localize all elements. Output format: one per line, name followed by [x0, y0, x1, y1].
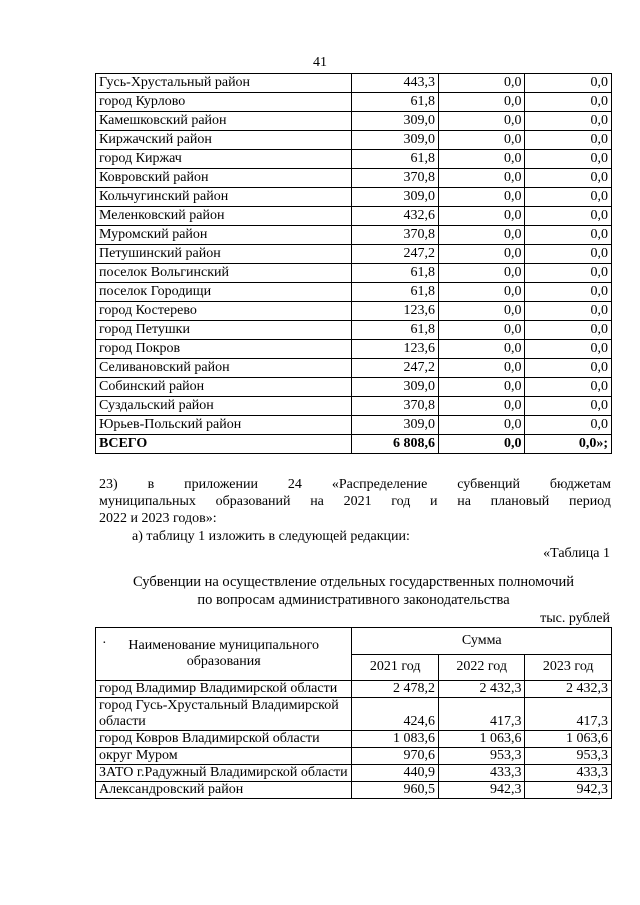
value-2023-cell: 0,0: [525, 150, 612, 169]
value-2023-cell: 0,0: [525, 416, 612, 435]
municipality-cell: город Костерево: [96, 302, 352, 321]
word: и: [430, 494, 438, 509]
value-2023-cell: 0,0: [525, 264, 612, 283]
value-2022-cell: 0,0: [438, 245, 525, 264]
value-2021-cell: 443,3: [352, 74, 439, 93]
municipality-cell: город Владимир Владимирской области: [96, 681, 352, 698]
value-2023-cell: 0,0: [525, 245, 612, 264]
table-row: [96, 359, 612, 378]
header-sum: Сумма: [352, 628, 612, 655]
value-2022-cell: 0,0: [438, 435, 525, 454]
value-2022-cell: 0,0: [438, 207, 525, 226]
municipality-cell: Камешковский район: [96, 112, 352, 131]
municipality-cell: ЗАТО г.Радужный Владимирской области: [96, 765, 352, 782]
value-2021-cell: 960,5: [352, 782, 439, 799]
value-2021-cell: 309,0: [352, 188, 439, 207]
value-2023-cell: 0,0: [525, 397, 612, 416]
value-2022-cell: 2 432,3: [438, 681, 525, 698]
value-2022-cell: 942,3: [438, 782, 525, 799]
value-2021-cell: 123,6: [352, 302, 439, 321]
municipality-cell: Юрьев-Польский район: [96, 416, 352, 435]
value-2022-cell: 0,0: [438, 416, 525, 435]
table-row: [96, 188, 612, 207]
table-row: [96, 283, 612, 302]
table-row: [96, 302, 612, 321]
value-2021-cell: 61,8: [352, 93, 439, 112]
value-2022-cell: 0,0: [438, 397, 525, 416]
value-2021-cell: 61,8: [352, 321, 439, 340]
word: субвенций: [457, 477, 520, 492]
value-2021-cell: 247,2: [352, 245, 439, 264]
header-year-2022: 2022 год: [438, 654, 525, 681]
word: «Распределение: [331, 477, 428, 492]
header-year-2023: 2023 год: [525, 654, 612, 681]
value-2021-cell: 309,0: [352, 131, 439, 150]
municipality-cell: ВСЕГО: [96, 435, 352, 454]
word: 2021: [343, 494, 372, 509]
value-2022-cell: 953,3: [438, 748, 525, 765]
municipality-cell: город Гусь-Хрустальный Владимирской области: [96, 698, 352, 731]
value-2023-cell: 0,0: [525, 226, 612, 245]
value-2023-cell: 0,0: [525, 283, 612, 302]
table-row: [96, 112, 612, 131]
value-2021-cell: 123,6: [352, 340, 439, 359]
value-2021-cell: 970,6: [352, 748, 439, 765]
value-2021-cell: 6 808,6: [352, 435, 439, 454]
municipality-cell: Собинский район: [96, 378, 352, 397]
table-row: [96, 150, 612, 169]
word: бюджетам: [549, 477, 611, 492]
word: плановый: [490, 494, 550, 509]
value-2023-cell: 0,0»;: [525, 435, 612, 454]
value-2021-cell: 2 478,2: [352, 681, 439, 698]
table-row: [96, 131, 612, 150]
value-2022-cell: 0,0: [438, 340, 525, 359]
value-2022-cell: 417,3: [438, 698, 525, 731]
table-row: [96, 698, 612, 731]
paragraph-23-line-2: [99, 493, 611, 510]
value-2022-cell: 0,0: [438, 93, 525, 112]
header-year-2021: 2021 год: [352, 654, 439, 681]
value-2021-cell: 370,8: [352, 226, 439, 245]
word: 24: [287, 477, 302, 492]
value-2023-cell: 0,0: [525, 169, 612, 188]
table-row: [96, 245, 612, 264]
value-2021-cell: 424,6: [352, 698, 439, 731]
municipality-cell: Кольчугинский район: [96, 188, 352, 207]
table-label: «Таблица 1: [543, 546, 610, 561]
value-2023-cell: 0,0: [525, 74, 612, 93]
municipality-cell: поселок Вольгинский: [96, 264, 352, 283]
paragraph-a: а) таблицу 1 изложить в следующей редакции:: [132, 529, 410, 544]
table-row: [96, 340, 612, 359]
municipality-cell: Суздальский район: [96, 397, 352, 416]
table-row: [96, 416, 612, 435]
value-2022-cell: 0,0: [438, 131, 525, 150]
table-row: [96, 782, 612, 799]
value-2023-cell: 417,3: [525, 698, 612, 731]
municipality-cell: Меленковский район: [96, 207, 352, 226]
value-2023-cell: 942,3: [525, 782, 612, 799]
table-row: [96, 169, 612, 188]
value-2022-cell: 0,0: [438, 112, 525, 131]
value-2021-cell: 370,8: [352, 169, 439, 188]
value-2023-cell: 1 063,6: [525, 731, 612, 748]
value-2022-cell: 0,0: [438, 321, 525, 340]
value-2022-cell: 0,0: [438, 188, 525, 207]
word: 23): [99, 477, 118, 492]
table-row: [96, 226, 612, 245]
value-2023-cell: 0,0: [525, 378, 612, 397]
value-2022-cell: 0,0: [438, 74, 525, 93]
paragraph-23-line-3: 2022 и 2023 годов»:: [99, 511, 217, 526]
table-row: [96, 681, 612, 698]
value-2023-cell: 2 432,3: [525, 681, 612, 698]
units-label: тыс. рублей: [540, 611, 610, 626]
word: на: [310, 494, 324, 509]
municipality-cell: город Ковров Владимирской области: [96, 731, 352, 748]
value-2021-cell: 1 083,6: [352, 731, 439, 748]
value-2023-cell: 0,0: [525, 359, 612, 378]
word: на: [457, 494, 471, 509]
municipality-cell: Гусь-Хрустальный район: [96, 74, 352, 93]
value-2021-cell: 309,0: [352, 416, 439, 435]
value-2023-cell: 0,0: [525, 93, 612, 112]
value-2022-cell: 0,0: [438, 264, 525, 283]
value-2021-cell: 440,9: [352, 765, 439, 782]
value-2022-cell: 0,0: [438, 226, 525, 245]
table-title-line-1: Субвенции на осуществление отдельных государственных полномочий: [132, 574, 575, 590]
value-2023-cell: 0,0: [525, 131, 612, 150]
table-row: [96, 748, 612, 765]
value-2022-cell: 0,0: [438, 169, 525, 188]
municipality-cell: город Покров: [96, 340, 352, 359]
word: год: [391, 494, 411, 509]
value-2023-cell: 0,0: [525, 112, 612, 131]
municipality-cell: Александровский район: [96, 782, 352, 799]
municipality-cell: Муромский район: [96, 226, 352, 245]
value-2022-cell: 0,0: [438, 283, 525, 302]
word: муниципальных: [99, 494, 196, 509]
value-2023-cell: 0,0: [525, 340, 612, 359]
value-2021-cell: 247,2: [352, 359, 439, 378]
word: в: [147, 477, 155, 492]
total-row: [96, 435, 612, 454]
value-2023-cell: 0,0: [525, 188, 612, 207]
header-municipality: [96, 628, 352, 681]
header-municipality-label: Наименование муниципального образования: [128, 638, 320, 669]
table-title-line-2: по вопросам административного законодательства: [197, 592, 510, 608]
value-2021-cell: 61,8: [352, 264, 439, 283]
value-2021-cell: 370,8: [352, 397, 439, 416]
table-row: [96, 397, 612, 416]
value-2022-cell: 0,0: [438, 359, 525, 378]
municipality-cell: Ковровский район: [96, 169, 352, 188]
paragraph-23-line-1: [99, 476, 611, 493]
value-2021-cell: 309,0: [352, 112, 439, 131]
municipality-cell: поселок Городищи: [96, 283, 352, 302]
municipality-cell: город Петушки: [96, 321, 352, 340]
header-dot-mark: ·: [102, 636, 107, 651]
table-row: [96, 93, 612, 112]
value-2021-cell: 309,0: [352, 378, 439, 397]
table-row: [96, 765, 612, 782]
value-2021-cell: 61,8: [352, 283, 439, 302]
subvention-table: [95, 627, 612, 799]
municipality-cell: Петушинский район: [96, 245, 352, 264]
table-row: [96, 731, 612, 748]
value-2021-cell: 61,8: [352, 150, 439, 169]
paragraph-23: [99, 476, 611, 527]
municipality-cell: город Курлово: [96, 93, 352, 112]
value-2022-cell: 433,3: [438, 765, 525, 782]
value-2022-cell: 1 063,6: [438, 731, 525, 748]
value-2022-cell: 0,0: [438, 378, 525, 397]
municipality-cell: город Киржач: [96, 150, 352, 169]
municipality-cell: Селивановский район: [96, 359, 352, 378]
value-2023-cell: 953,3: [525, 748, 612, 765]
value-2022-cell: 0,0: [438, 302, 525, 321]
value-2023-cell: 0,0: [525, 207, 612, 226]
value-2022-cell: 0,0: [438, 150, 525, 169]
municipality-cell: Киржачский район: [96, 131, 352, 150]
word: период: [568, 494, 611, 509]
value-2023-cell: 0,0: [525, 302, 612, 321]
table-row: [96, 207, 612, 226]
table-row: [96, 264, 612, 283]
table-row: [96, 321, 612, 340]
table-row: [96, 74, 612, 93]
word: образований: [215, 494, 291, 509]
municipality-cell: округ Муром: [96, 748, 352, 765]
table-row: [96, 378, 612, 397]
page-number: 41: [313, 55, 327, 70]
allocation-table-continued: [95, 73, 612, 454]
value-2023-cell: 0,0: [525, 321, 612, 340]
value-2021-cell: 432,6: [352, 207, 439, 226]
value-2023-cell: 433,3: [525, 765, 612, 782]
word: приложении: [184, 477, 258, 492]
